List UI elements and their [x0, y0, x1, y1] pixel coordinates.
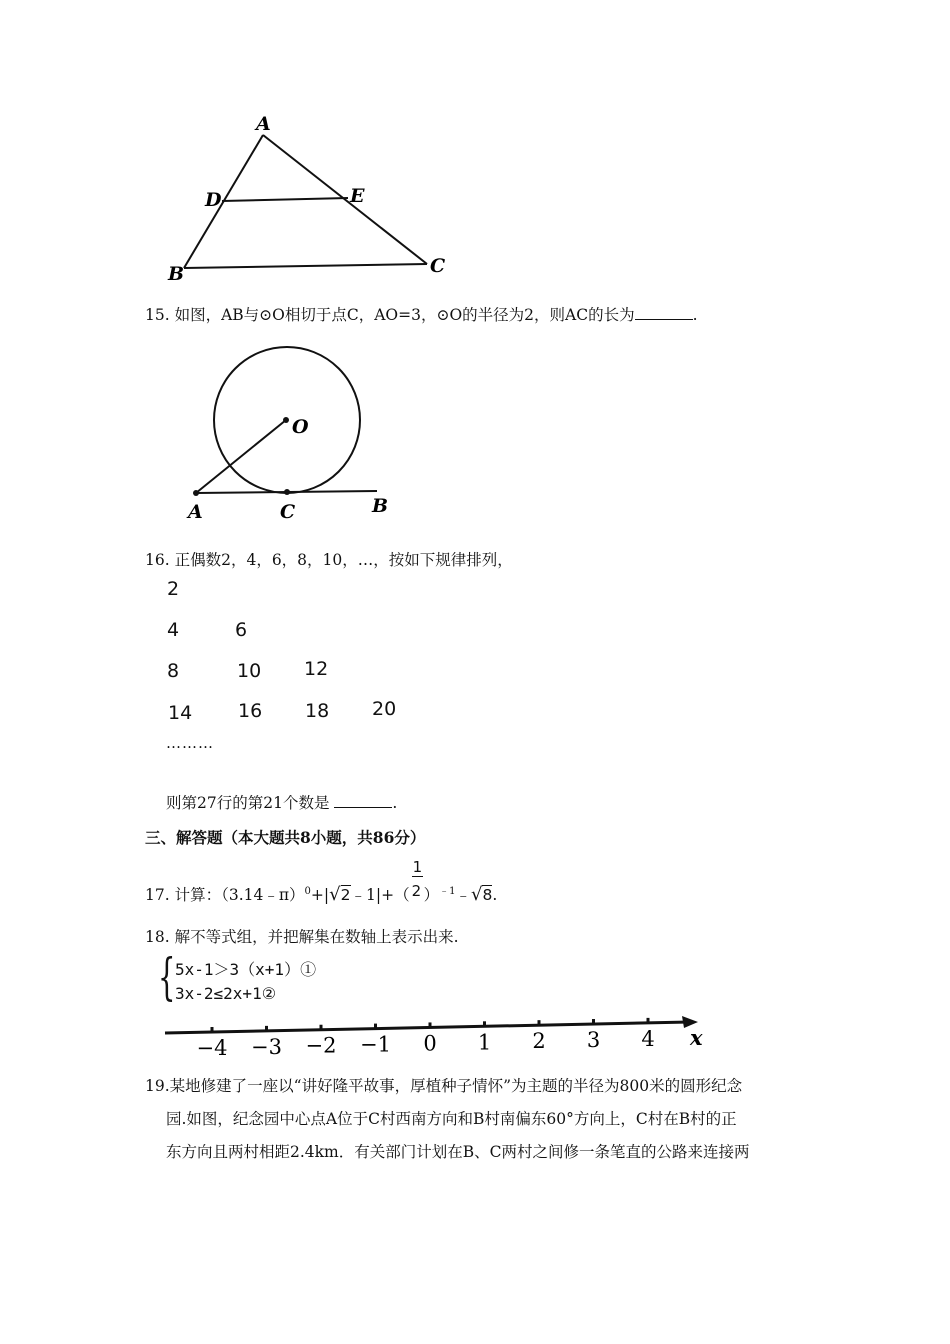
axis-tick-label: −4: [196, 1036, 228, 1061]
label-b: B: [372, 495, 389, 517]
q15-text: 如图，AB与⊙O相切于点C，AO=3，⊙O的半径为2，则AC的长为: [174, 306, 635, 324]
q18-text: 解不等式组，并把解集在数轴上表示出来.: [174, 928, 459, 946]
sqrt-icon: √: [470, 884, 483, 906]
even-number-cell: 8: [167, 660, 180, 682]
question-19: [145, 1070, 815, 1169]
q16-number: 16.: [145, 551, 170, 569]
question-15: [145, 303, 698, 325]
q17-frac-num: 1: [412, 858, 423, 877]
question-18: [145, 925, 459, 947]
q17-exp-zero: 0: [304, 886, 311, 897]
question-17: [145, 858, 498, 906]
triangle-figure: [160, 110, 460, 290]
point-a: [193, 490, 199, 496]
q19-line: 东方向且两村相距2.4km．有关部门计划在B、C两村之间修一条笔直的公路来连接两: [166, 1143, 750, 1161]
q17-plus-abs: +|: [310, 886, 330, 905]
q15-end: .: [692, 306, 698, 324]
axis-tick-label: 0: [423, 1031, 437, 1056]
q17-close: ）: [423, 886, 440, 905]
inequality-1: 5x-1＞3（x+1）①: [175, 960, 317, 979]
axis-tick-label: −3: [251, 1034, 282, 1059]
label-b: B: [168, 263, 185, 285]
q17-exp-neg1: ﹣1: [439, 886, 456, 897]
q17-minus: ﹣: [455, 886, 471, 905]
inequality-2: 3x-2≤2x+1②: [175, 984, 277, 1003]
sqrt-icon: √: [329, 884, 341, 906]
q17-fraction: [410, 858, 424, 901]
even-number-cell: 4: [167, 619, 180, 641]
even-number-cell: 12: [304, 658, 329, 680]
q18-number: 18.: [145, 928, 170, 946]
q15-number: 15.: [145, 306, 170, 324]
q15-answer-blank[interactable]: [635, 305, 693, 320]
q16-answer-blank[interactable]: [334, 793, 392, 808]
q16-end: .: [392, 794, 398, 812]
axis-tick-label: 4: [641, 1026, 655, 1051]
q17-prefix: 计算：（3.14﹣π）: [174, 886, 305, 905]
segment-ao: [196, 420, 286, 493]
circle-tangent-figure: [180, 340, 410, 525]
q17-end: .: [492, 886, 498, 905]
even-number-cell: 10: [237, 660, 262, 682]
q16-ask: [166, 791, 397, 813]
side-bc: [184, 264, 427, 268]
axis-variable: x: [690, 1025, 703, 1050]
label-c: C: [280, 501, 296, 523]
point-c: [284, 489, 290, 495]
point-o: [283, 417, 289, 423]
label-d: D: [205, 189, 222, 211]
label-o: O: [292, 416, 309, 438]
q16-ask-text: 则第27行的第21个数是: [166, 794, 330, 812]
even-number-cell: 16: [238, 700, 263, 722]
q16-text: 正偶数2，4，6，8，10，…，按如下规律排列，: [174, 551, 513, 569]
q17-number: 17.: [145, 886, 170, 905]
axis-tick-label: 2: [532, 1029, 546, 1054]
even-number-cell: 20: [372, 698, 397, 720]
question-16: [145, 548, 513, 570]
q19-line: 园.如图，纪念园中心点A位于C村西南方向和B村南偏东60°方向上，C村在B村的正: [166, 1110, 737, 1128]
axis-tick-label: 3: [586, 1028, 601, 1053]
label-a: A: [188, 501, 203, 523]
label-a: A: [256, 113, 271, 135]
axis-tick-label: −1: [360, 1032, 391, 1057]
even-number-cell: 14: [168, 702, 193, 724]
q17-minus1: ﹣1|+（: [350, 886, 410, 905]
even-number-cell: 6: [235, 619, 248, 641]
axis-tick-label: 1: [477, 1030, 492, 1055]
even-number-cell: 18: [305, 700, 330, 722]
q17-sqrt8: 8: [482, 886, 493, 905]
q17-frac-den: 2: [411, 882, 422, 901]
continuation-dots: ………: [166, 734, 214, 752]
section-heading: 三、解答题（本大题共8小题，共86分）: [145, 828, 426, 847]
q17-sqrt2: 2: [340, 886, 351, 905]
label-c: C: [430, 255, 446, 277]
number-line: [160, 1012, 720, 1062]
inequality-brace: {: [158, 948, 176, 1006]
even-number-cell: 2: [167, 578, 180, 600]
axis-tick-label: −2: [305, 1033, 337, 1058]
label-e: E: [350, 185, 365, 207]
q19-line: 19.某地修建了一座以“讲好隆平故事，厚植种子情怀”为主题的半径为800米的圆形纪念: [145, 1077, 743, 1095]
segment-de: [222, 198, 348, 201]
